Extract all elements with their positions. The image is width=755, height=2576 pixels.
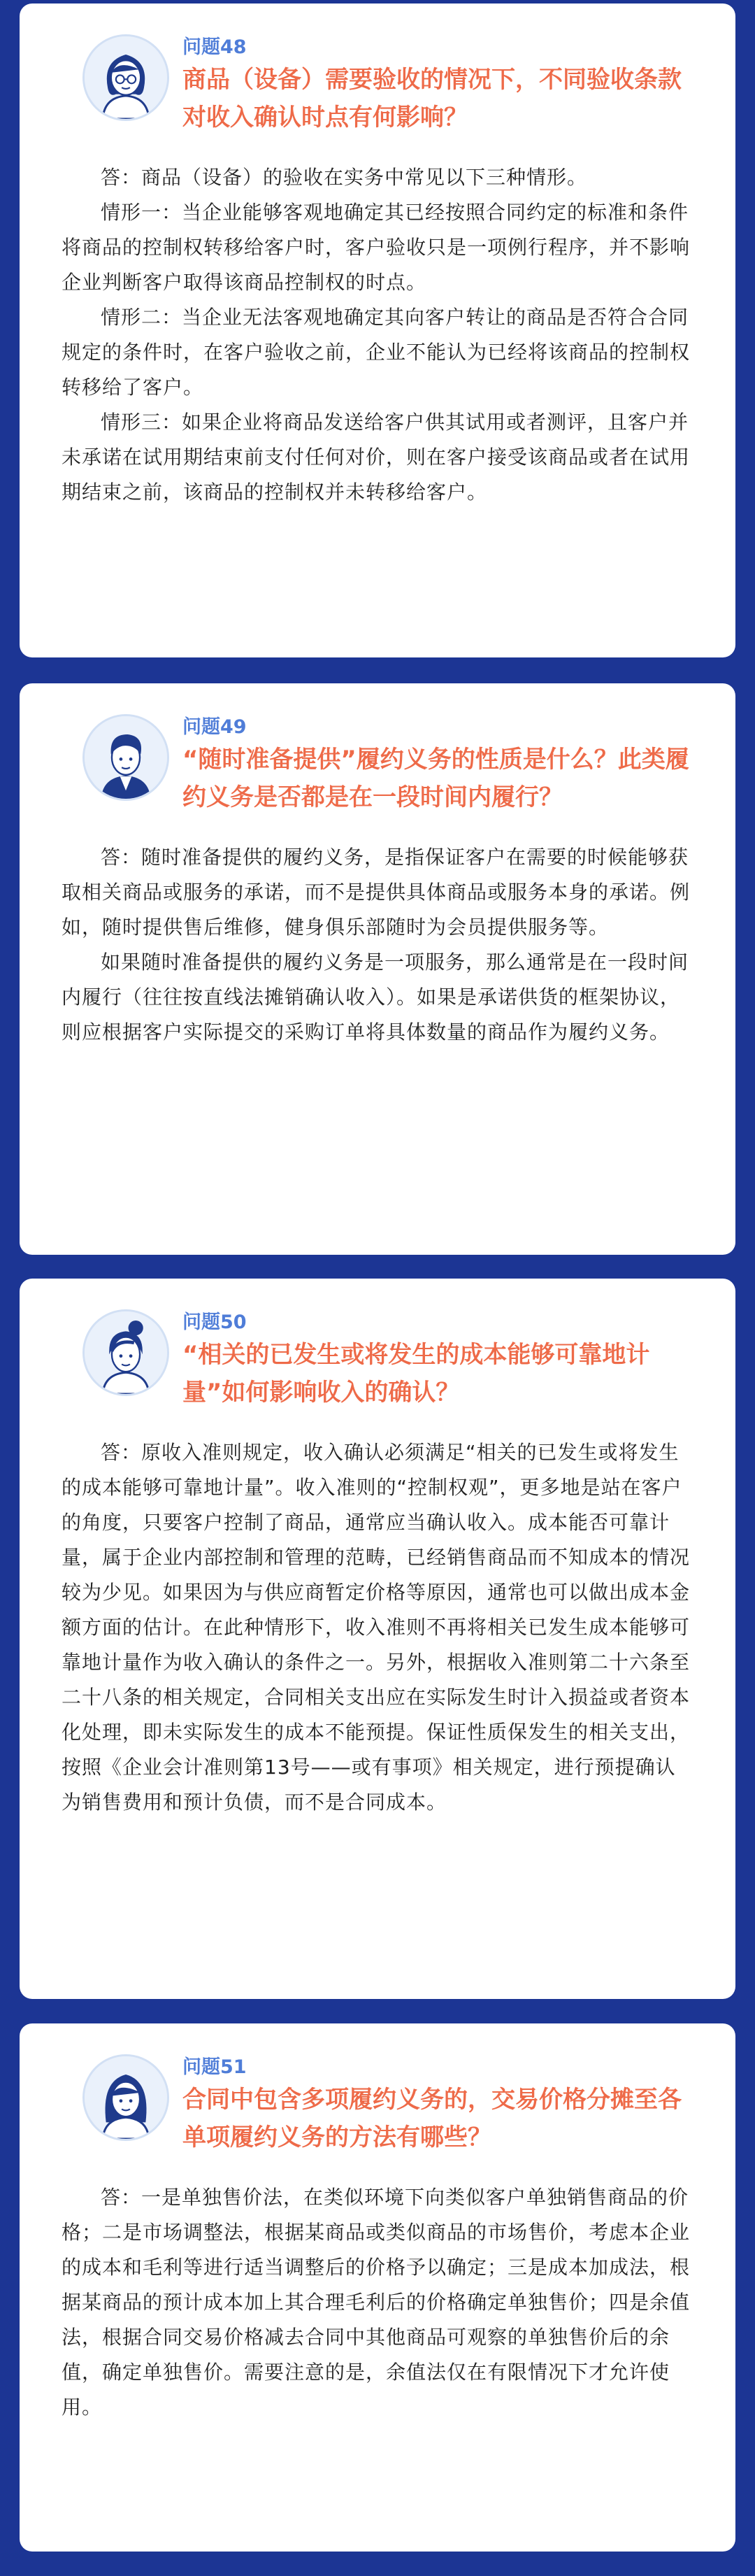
answer-text: [62, 840, 693, 1050]
answer-paragraph: 答：原收入准则规定，收入确认必须满足“相关的已发生或将发生的成本能够可靠地计量”。收入准则的“控制权观”，更多地是站在客户的角度，只要客户控制了商品，通常应当确认收入。成本能否可靠计量，属于企业内部控制和管理的范畴，已经销售商品而不知成本的情况较为少见。如果因为与供应商暂定价格等原因，通常也可以做出成本金额方面的估计。在此种情形下，收入准则不再将相关已发生成本能够可靠地计量作为收入确认的条件之一。另外，根据收入准则第二十六条至二十八条的相关规定，合同相关支出应在实际发生时计入损益或者资本化处理，即未实际发生的成本不能预提。保证性质保发生的相关支出，按照《企业会计准则第13号——或有事项》相关规定，进行预提确认为销售费用和预计负债，而不是合同成本。: [62, 1441, 691, 1814]
man-suit-avatar-icon: [82, 714, 169, 801]
question-heading: [182, 1311, 693, 1411]
question-title: 合同中包含多项履约义务的，交易价格分摊至各单项履约义务的方法有哪些？: [182, 2086, 682, 2151]
question-number: 问题48: [182, 36, 247, 58]
question-heading: [182, 2056, 693, 2156]
answer-paragraph: 情形二：当企业无法客观地确定其向客户转让的商品是否符合合同规定的条件时，在客户验收之前，企业不能认为已经将该商品的控制权转移给了客户。: [62, 306, 691, 399]
question-card-51: [20, 2023, 735, 2552]
woman-glasses-avatar-icon: [82, 34, 169, 121]
question-heading: [182, 36, 693, 136]
question-number: 问题49: [182, 716, 247, 738]
question-number: 问题51: [182, 2056, 247, 2078]
question-title: “相关的已发生或将发生的成本能够可靠地计量”如何影响收入的确认？: [182, 1341, 650, 1407]
answer-text: [62, 1435, 693, 1820]
question-title: “随时准备提供”履约义务的性质是什么？此类履约义务是否都是在一段时间内履行？: [182, 746, 689, 811]
question-card-50: [20, 1279, 735, 1999]
answer-paragraph: 答：一是单独售价法，在类似环境下向类似客户单独销售商品的价格；二是市场调整法，根据某商品或类似商品的市场售价，考虑本企业的成本和毛利等进行适当调整后的价格予以确定；三是成本加成法，根据某商品的预计成本加上其合理毛利后的价格确定单独售价；四是余值法，根据合同交易价格减去合同中其他商品可观察的单独售价后的余值，确定单独售价。需要注意的是，余值法仅在有限情况下才允许使用。: [62, 2186, 691, 2419]
answer-paragraph: 答：商品（设备）的验收在实务中常见以下三种情形。: [101, 166, 588, 189]
question-card-48: [20, 3, 735, 657]
question-card-49: [20, 683, 735, 1255]
answer-paragraph: 如果随时准备提供的履约义务是一项服务，那么通常是在一段时间内履行（往往按直线法摊销确认收入）。如果是承诺供货的框架协议，则应根据客户实际提交的采购订单将具体数量的商品作为履约义务。: [62, 951, 689, 1044]
card-header: [62, 34, 693, 146]
answer-paragraph: 答：随时准备提供的履约义务，是指保证客户在需要的时候能够获取相关商品或服务的承诺，而不是提供具体商品或服务本身的承诺。例如，随时提供售后维修，健身俱乐部随时为会员提供服务等。: [62, 846, 691, 939]
card-header: [62, 1309, 693, 1421]
card-header: [62, 2054, 693, 2166]
card-header: [62, 714, 693, 826]
woman-long-hair-avatar-icon: [82, 2054, 169, 2141]
answer-paragraph: 情形一：当企业能够客观地确定其已经按照合同约定的标准和条件将商品的控制权转移给客户时，客户验收只是一项例行程序，并不影响企业判断客户取得该商品控制权的时点。: [62, 201, 691, 294]
woman-bun-avatar-icon: [82, 1309, 169, 1396]
question-number: 问题50: [182, 1311, 247, 1333]
question-heading: [182, 716, 693, 816]
answer-text: [62, 160, 693, 510]
answer-paragraph: 情形三：如果企业将商品发送给客户供其试用或者测评，且客户并未承诺在试用期结束前支付任何对价，则在客户接受该商品或者在试用期结束之前，该商品的控制权并未转移给客户。: [62, 411, 691, 504]
answer-text: [62, 2180, 693, 2425]
question-title: 商品（设备）需要验收的情况下，不同验收条款对收入确认时点有何影响？: [182, 66, 682, 131]
